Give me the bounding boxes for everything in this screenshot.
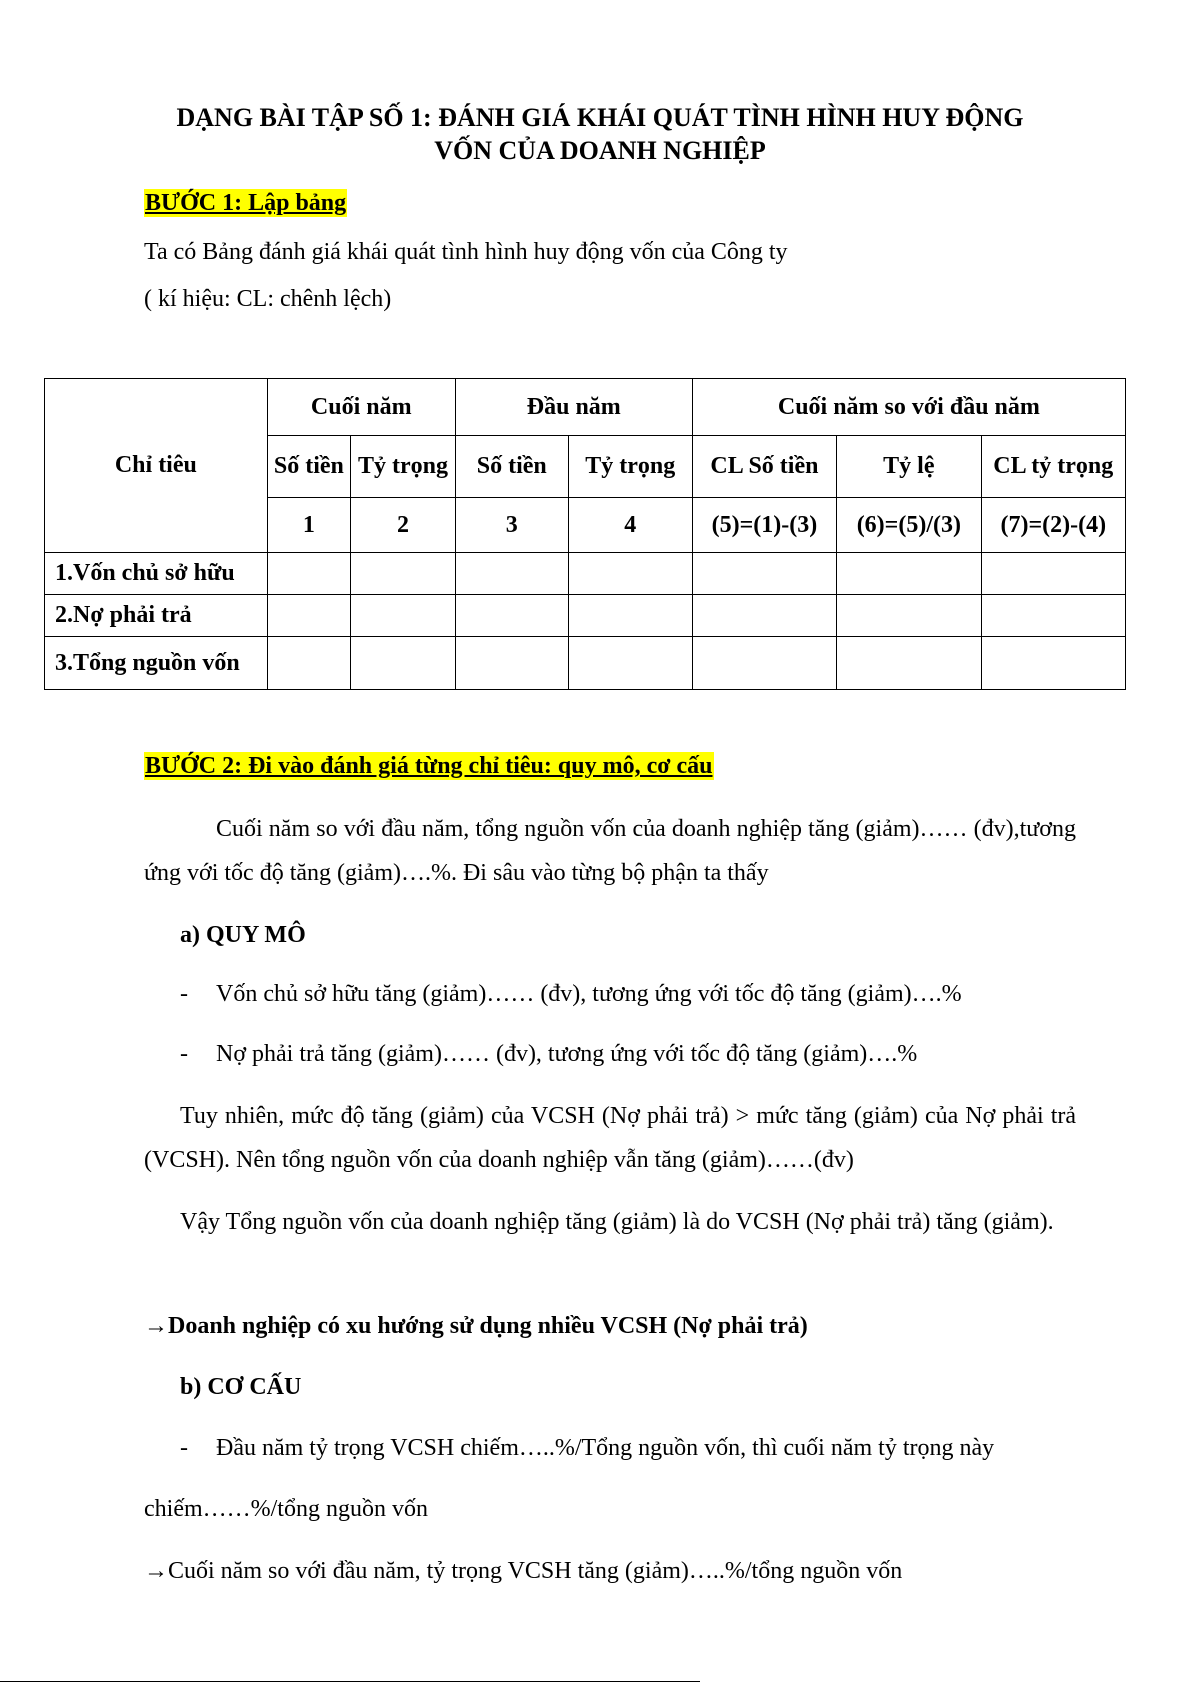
structure-item-start — [180, 1434, 994, 1462]
dash-mark: - — [180, 1435, 188, 1461]
conclusion-scale: →Doanh nghiệp có xu hướng sử dụng nhiều VCSH (Nợ phải trả) — [144, 1313, 808, 1339]
col-number: 3 — [455, 498, 568, 553]
table-header-row-1 — [45, 379, 1126, 436]
dash-mark: - — [180, 981, 188, 1007]
header-so-tien-2: Số tiền — [455, 436, 568, 498]
header-cl-ty-trong: CL tỷ trọng — [981, 436, 1125, 498]
table-row — [45, 637, 1126, 690]
title-line-2: VỐN CỦA DOANH NGHIỆP — [434, 136, 766, 165]
header-ty-trong-2: Tỷ trọng — [568, 436, 692, 498]
step2-paragraph-2: Tuy nhiên, mức độ tăng (giảm) của VCSH (Nợ phải trả) > mức tăng (giảm) của Nợ phải trả (VCSH). Nên tổng nguồn vốn của doanh nghiệp vẫn tăng (giảm)……(đv) — [144, 1103, 1076, 1173]
col-number: 4 — [568, 498, 692, 553]
scale-item-equity-text: Vốn chủ sở hữu tăng (giảm)…… (đv), tương ứng với tốc độ tăng (giảm)….% — [216, 981, 962, 1007]
table-row — [45, 553, 1126, 595]
header-so-tien-1: Số tiền — [267, 436, 350, 498]
col-number: 2 — [351, 498, 456, 553]
dash-mark: - — [180, 1041, 188, 1067]
row-label: 2.Nợ phải trả — [45, 595, 268, 637]
page-divider — [0, 1681, 700, 1682]
scale-item-liabilities-text: Nợ phải trả tăng (giảm)…… (đv), tương ứng với tốc độ tăng (giảm)….% — [216, 1041, 918, 1067]
scale-item-liabilities — [180, 1040, 917, 1068]
header-group-so-sanh: Cuối năm so với đầu năm — [692, 379, 1125, 436]
table-row — [45, 595, 1126, 637]
section-b-label: b) CƠ CẤU — [180, 1374, 302, 1400]
section-a-label: a) QUY MÔ — [180, 922, 306, 948]
conclusion-structure: →Cuối năm so với đầu năm, tỷ trọng VCSH tăng (giảm)…..%/tổng nguồn vốn — [144, 1558, 903, 1584]
page-title — [120, 101, 1080, 167]
header-group-cuoi-nam: Cuối năm — [267, 379, 455, 436]
header-ty-trong-1: Tỷ trọng — [351, 436, 456, 498]
col-number: (5)=(1)-(3) — [692, 498, 836, 553]
step1-note: ( kí hiệu: CL: chênh lệch) — [144, 286, 392, 312]
header-ty-le: Tỷ lệ — [837, 436, 981, 498]
structure-item-start-text: Đầu năm tỷ trọng VCSH chiếm…..%/Tổng nguồn vốn, thì cuối năm tỷ trọng này — [216, 1435, 995, 1461]
scale-item-equity — [180, 980, 962, 1008]
col-number: (6)=(5)/(3) — [837, 498, 981, 553]
step2-paragraph-3: Vậy Tổng nguồn vốn của doanh nghiệp tăng (giảm) là do VCSH (Nợ phải trả) tăng (giảm). — [180, 1209, 1054, 1235]
header-chi-tieu: Chỉ tiêu — [45, 379, 268, 553]
title-line-1: DẠNG BÀI TẬP SỐ 1: ĐÁNH GIÁ KHÁI QUÁT TÌNH HÌNH HUY ĐỘNG — [176, 103, 1024, 132]
header-cl-so-tien: CL Số tiền — [692, 436, 836, 498]
row-label: 3.Tổng nguồn vốn — [45, 637, 268, 690]
row-label: 1.Vốn chủ sở hữu — [45, 553, 268, 595]
col-number: (7)=(2)-(4) — [981, 498, 1125, 553]
step1-intro: Ta có Bảng đánh giá khái quát tình hình huy động vốn của Công ty — [144, 239, 788, 265]
step2-heading: BƯỚC 2: Đi vào đánh giá từng chỉ tiêu: quy mô, cơ cấu — [145, 753, 713, 779]
step1-heading: BƯỚC 1: Lập bảng — [145, 190, 347, 216]
header-group-dau-nam: Đầu năm — [455, 379, 692, 436]
step2-paragraph-1: Cuối năm so với đầu năm, tổng nguồn vốn của doanh nghiệp tăng (giảm)…… (đv),tương ứng với tốc độ tăng (giảm)….%. Đi sâu vào từng bộ phận ta thấy — [144, 816, 1076, 886]
capital-mobilization-table — [44, 378, 1126, 690]
structure-item-continuation: chiếm……%/tổng nguồn vốn — [144, 1496, 428, 1522]
col-number: 1 — [267, 498, 350, 553]
